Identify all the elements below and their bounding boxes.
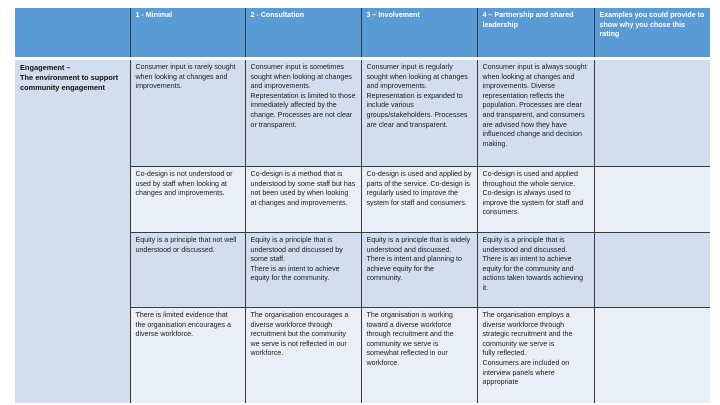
cell-line: There is intent and planning to achieve equity for the community. bbox=[366, 255, 462, 283]
cell-input-minimal: Consumer input is rarely sought when looking at changes and improvements. bbox=[130, 59, 245, 167]
cell-codesign-examples[interactable] bbox=[594, 167, 710, 233]
cell-workforce-involvement: The organisation is working toward a diverse workforce through recruitment and the community we serve is somewhat reflected in our workforce. bbox=[361, 308, 477, 404]
cell-equity-consultation bbox=[245, 233, 361, 308]
cell-line: Equity is a principle that is understood and discussed. bbox=[482, 236, 568, 254]
header-level-2-consultation: 2 - Consultation bbox=[245, 8, 361, 59]
cell-input-partnership: Consumer input is always sought when looking at changes and improvements. Diverse representation reflects the population. Processes are clear and transparent, and consumers are advised how they have influenced change and decision making. bbox=[477, 59, 594, 167]
cell-workforce-partnership bbox=[477, 308, 594, 404]
cell-line: The organisation employs a diverse workforce through strategic recruitment and the community we serve is bbox=[482, 311, 573, 348]
cell-line: Consumers are included on interview panels where appropriate bbox=[482, 358, 570, 387]
cell-input-examples[interactable] bbox=[594, 59, 710, 167]
row-header-engagement bbox=[15, 59, 130, 404]
cell-equity-minimal: Equity is a principle that not well understood or discussed. bbox=[130, 233, 245, 308]
header-level-1-minimal: 1 - Minimal bbox=[130, 8, 245, 59]
row-header-title: Engagement – bbox=[20, 63, 71, 72]
header-level-4-partnership: 4 – Partnership and shared leadership bbox=[477, 8, 594, 59]
cell-line: fully reflected. bbox=[482, 349, 527, 358]
table-row bbox=[15, 59, 710, 167]
cell-line: There is an intent to achieve equity for the community and actions taken towards achieving it. bbox=[482, 255, 584, 292]
cell-codesign-partnership: Co-design is used and applied throughout the whole service. Co-design is always used to improve the system for staff and consumers. bbox=[477, 167, 594, 233]
cell-line: Equity is a principle that is understood and discussed by some staff. bbox=[250, 236, 343, 264]
cell-line: Equity is a principle that is widely understood and discussed. bbox=[366, 236, 471, 254]
cell-codesign-consultation: Co-design is a method that is understood by some staff but has not been used by when looking at changes and improvements. bbox=[245, 167, 361, 233]
cell-equity-examples[interactable] bbox=[594, 233, 710, 308]
cell-equity-partnership bbox=[477, 233, 594, 308]
row-header-subtitle: The environment to support community engagement bbox=[20, 73, 119, 92]
cell-workforce-consultation: The organisation encourages a diverse workforce through recruitment but the community we serve is not reflected in our workforce. bbox=[245, 308, 361, 404]
cell-input-involvement: Consumer input is regularly sought when looking at changes and improvements. Representation is expanded to include various groups/stakeholders. Processes are clear and transparent. bbox=[361, 59, 477, 167]
cell-input-consultation: Consumer input is sometimes sought when looking at changes and improvements. Representation is limited to those immediately affected by the change. Processes are not clear or transparent. bbox=[245, 59, 361, 167]
header-examples: Examples you could provide to show why you chose this rating bbox=[594, 8, 710, 59]
cell-codesign-involvement: Co-design is used and applied by parts of the service. Co-design is regularly used to improve the system for staff and consumers. bbox=[361, 167, 477, 233]
header-level-3-involvement: 3 – Involvement bbox=[361, 8, 477, 59]
cell-workforce-examples[interactable] bbox=[594, 308, 710, 404]
header-row bbox=[15, 8, 710, 59]
engagement-rubric-table bbox=[15, 8, 710, 403]
cell-line: There is an intent to achieve equity for the community. bbox=[250, 264, 340, 283]
cell-workforce-minimal: There is limited evidence that the organisation encourages a diverse workforce. bbox=[130, 308, 245, 404]
cell-equity-involvement bbox=[361, 233, 477, 308]
header-blank bbox=[15, 8, 130, 59]
cell-codesign-minimal: Co-design is not understood or used by staff when looking at changes and improvements. bbox=[130, 167, 245, 233]
